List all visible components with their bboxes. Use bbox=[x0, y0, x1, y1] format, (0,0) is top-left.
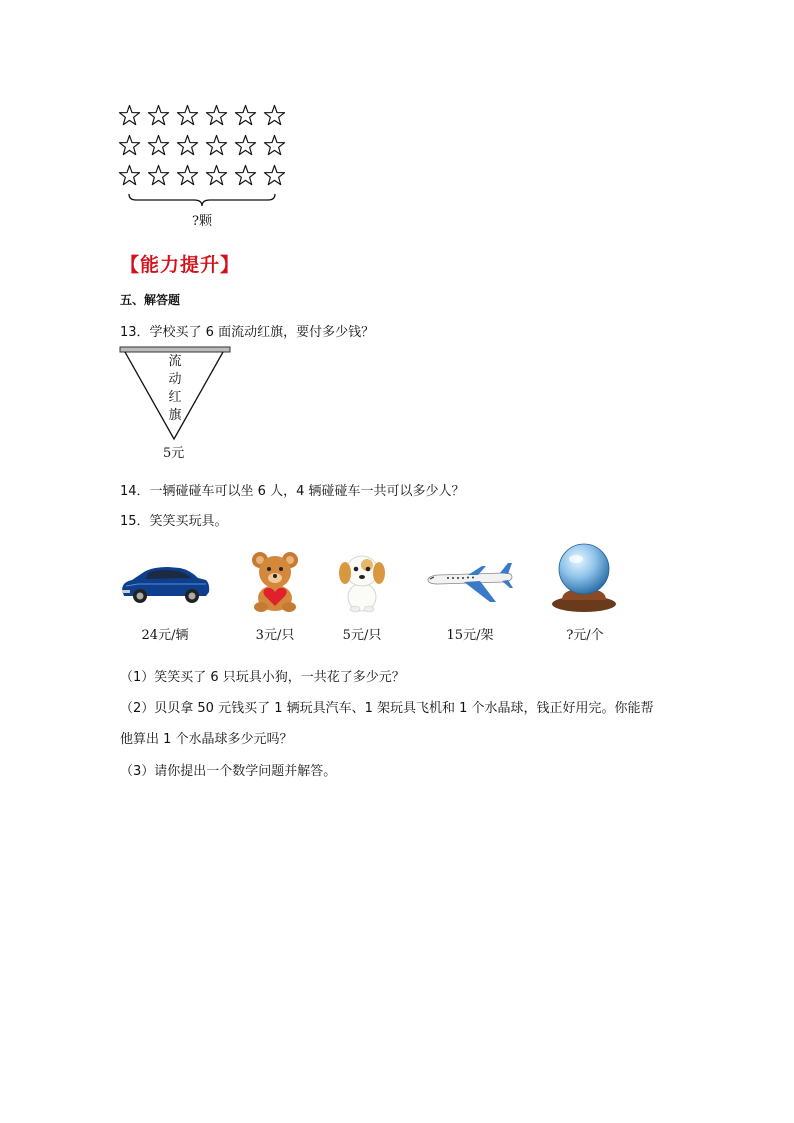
teddy-bear-price: 3元/只 bbox=[255, 628, 295, 643]
star-icon bbox=[205, 164, 228, 187]
star-icon bbox=[118, 164, 141, 187]
question-13: 13．学校买了 6 面流动红旗，要付多少钱？ bbox=[120, 325, 375, 340]
question-15-part-2-line-1: （2）贝贝拿 50 元钱买了 1 辆玩具汽车、1 架玩具飞机和 1 个水晶球，钱正好用完。你能帮 bbox=[120, 701, 654, 716]
question-14: 14．一辆碰碰车可以坐 6 人，4 辆碰碰车一共可以多少人？ bbox=[120, 484, 465, 499]
star-icon bbox=[263, 134, 286, 157]
star-icon bbox=[234, 164, 257, 187]
flag-char: 动 bbox=[168, 372, 182, 387]
star-icon bbox=[205, 134, 228, 157]
star-icon bbox=[176, 134, 199, 157]
stars-row-1 bbox=[118, 104, 286, 127]
star-icon bbox=[205, 104, 228, 127]
star-icon bbox=[147, 134, 170, 157]
toy-dog-image bbox=[337, 551, 387, 613]
question-15-part-3: （3）请你提出一个数学问题并解答。 bbox=[120, 764, 337, 779]
crystal-ball-price: ?元/个 bbox=[566, 628, 604, 643]
star-icon bbox=[234, 104, 257, 127]
star-icon bbox=[263, 104, 286, 127]
flag-char: 红 bbox=[168, 390, 182, 405]
airplane-price: 15元/架 bbox=[446, 628, 494, 643]
star-icon bbox=[176, 164, 199, 187]
car-price: 24元/辆 bbox=[141, 628, 189, 643]
question-15-part-1: （1）笑笑买了 6 只玩具小狗，一共花了多少元？ bbox=[120, 670, 405, 685]
section-heading: 【能力提升】 bbox=[120, 254, 241, 276]
brace-label: ?颗 bbox=[192, 214, 212, 229]
flag-price: 5元 bbox=[163, 446, 185, 461]
question-15-part-2-line-2: 他算出 1 个水晶球多少元吗？ bbox=[120, 732, 293, 747]
section-subheading: 五、解答题 bbox=[120, 293, 181, 307]
airplane-image bbox=[424, 560, 516, 606]
flag-char: 流 bbox=[168, 354, 182, 369]
crystal-ball-image bbox=[550, 542, 618, 614]
star-icon bbox=[147, 104, 170, 127]
star-icon bbox=[118, 104, 141, 127]
star-icon bbox=[176, 104, 199, 127]
star-icon bbox=[147, 164, 170, 187]
teddy-bear-image bbox=[249, 550, 301, 612]
flag-label bbox=[167, 353, 183, 425]
question-15: 15．笑笑买玩具。 bbox=[120, 514, 228, 529]
star-icon bbox=[118, 134, 141, 157]
stars-row-3 bbox=[118, 164, 286, 187]
flag-char: 旗 bbox=[168, 408, 182, 423]
star-icon bbox=[263, 164, 286, 187]
brace-icon bbox=[128, 193, 276, 207]
star-icon bbox=[234, 134, 257, 157]
car-image bbox=[118, 560, 212, 606]
stars-row-2 bbox=[118, 134, 286, 157]
toy-dog-price: 5元/只 bbox=[342, 628, 382, 643]
